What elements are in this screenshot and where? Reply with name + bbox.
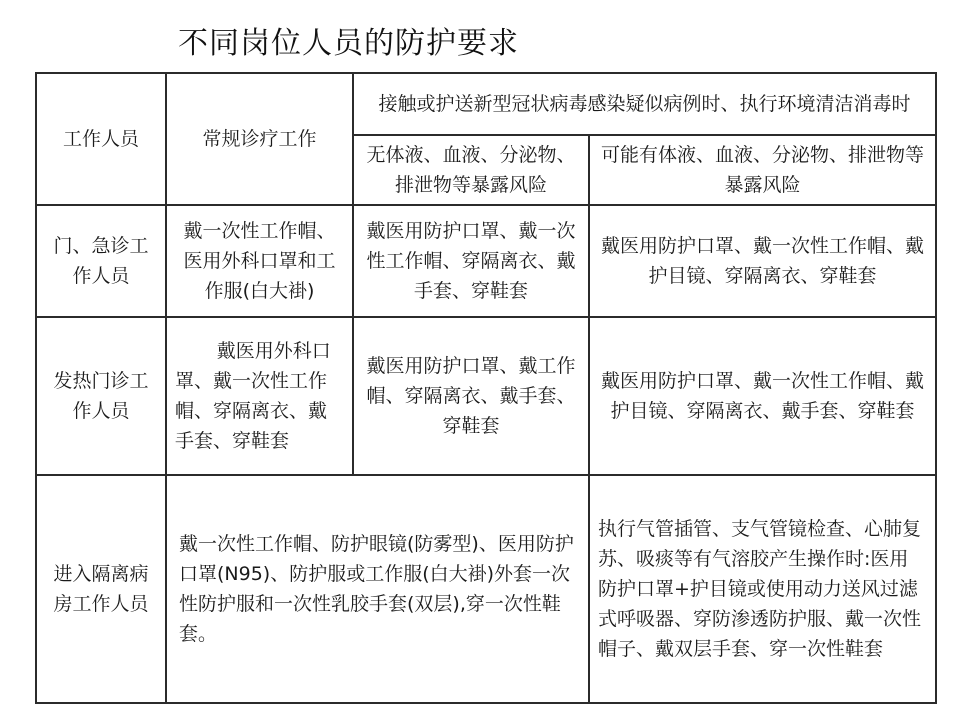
page-title: 不同岗位人员的防护要求: [178, 26, 519, 61]
table-row: [36, 317, 936, 475]
row-possible-exposure: 执行气管插管、支气管镜检查、心肺复苏、吸痰等有气溶胶产生操作时:医用防护口罩+护目镜或使用动力送风过滤式呼吸器、穿防渗透防护服、戴一次性帽子、戴双层手套、穿一次性鞋套: [589, 475, 936, 703]
header-row-1: [36, 73, 936, 135]
row-staff: 发热门诊工作人员: [36, 317, 166, 475]
header-routine: 常规诊疗工作: [166, 73, 353, 205]
header-contact-group: 接触或护送新型冠状病毒感染疑似病例时、执行环境清洁消毒时: [353, 73, 936, 135]
row-no-exposure: 戴医用防护口罩、戴工作帽、穿隔离衣、戴手套、穿鞋套: [353, 317, 589, 475]
header-no-exposure: 无体液、血液、分泌物、排泄物等暴露风险: [353, 135, 589, 205]
header-staff: 工作人员: [36, 73, 166, 205]
row-possible-exposure: 戴医用防护口罩、戴一次性工作帽、戴护目镜、穿隔离衣、穿鞋套: [589, 205, 936, 317]
row-routine: 戴一次性工作帽、医用外科口罩和工作服(白大褂): [166, 205, 353, 317]
row-routine-and-no-exposure: 戴一次性工作帽、防护眼镜(防雾型)、医用防护口罩(N95)、防护服或工作服(白大褂)外套一次性防护服和一次性乳胶手套(双层),穿一次性鞋套。: [166, 475, 589, 703]
header-possible-exposure: 可能有体液、血液、分泌物、排泄物等暴露风险: [589, 135, 936, 205]
row-no-exposure: 戴医用防护口罩、戴一次性工作帽、穿隔离衣、戴手套、穿鞋套: [353, 205, 589, 317]
row-routine: 戴医用外科口罩、戴一次性工作帽、穿隔离衣、戴手套、穿鞋套: [166, 317, 353, 475]
row-staff: 进入隔离病房工作人员: [36, 475, 166, 703]
protection-requirements-table: [35, 72, 937, 704]
table-row: [36, 475, 936, 703]
row-possible-exposure: 戴医用防护口罩、戴一次性工作帽、戴护目镜、穿隔离衣、戴手套、穿鞋套: [589, 317, 936, 475]
row-staff: 门、急诊工作人员: [36, 205, 166, 317]
table-row: [36, 205, 936, 317]
